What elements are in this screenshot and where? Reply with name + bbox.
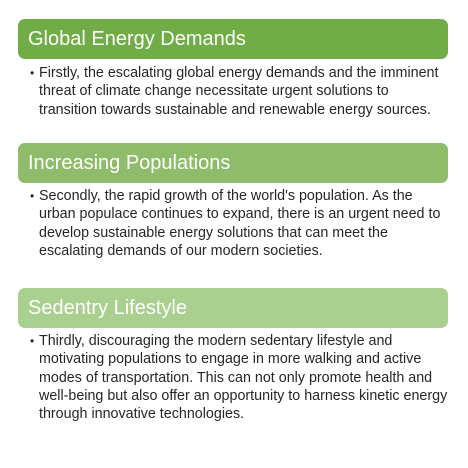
section-1-title: Global Energy Demands (28, 28, 246, 50)
bullet-item (30, 332, 448, 423)
bullet-item (30, 64, 448, 119)
section-1-text: Firstly, the escalating global energy demands and the imminent threat of climate change necessitate urgent solutions to transition towards sustainable and renewable energy sources. (39, 65, 439, 118)
bullet-item (30, 187, 448, 260)
section-3-header (18, 288, 448, 328)
section-2-header (18, 143, 448, 183)
section-2-title: Increasing Populations (28, 152, 231, 174)
section-2-body (30, 187, 448, 260)
bullet-icon: • (30, 189, 35, 203)
bullet-icon: • (30, 334, 35, 348)
section-2-text: Secondly, the rapid growth of the world's population. As the urban populace continues to expand, there is an urgent need to develop sustainable energy solutions that can meet the escalating demands of our modern societies. (39, 188, 441, 259)
section-3-body (30, 332, 448, 423)
section-3-text: Thirdly, discouraging the modern sedentary lifestyle and motivating populations to engage in more walking and active modes of transportation. This can not only promote health and well-being but also offer an opportunity to harness kinetic energy through innovative technologies. (39, 333, 448, 423)
section-1-header (18, 19, 448, 59)
section-1-body (30, 64, 448, 119)
bullet-icon: • (30, 66, 35, 80)
section-3-title: Sedentry Lifestyle (28, 297, 187, 319)
